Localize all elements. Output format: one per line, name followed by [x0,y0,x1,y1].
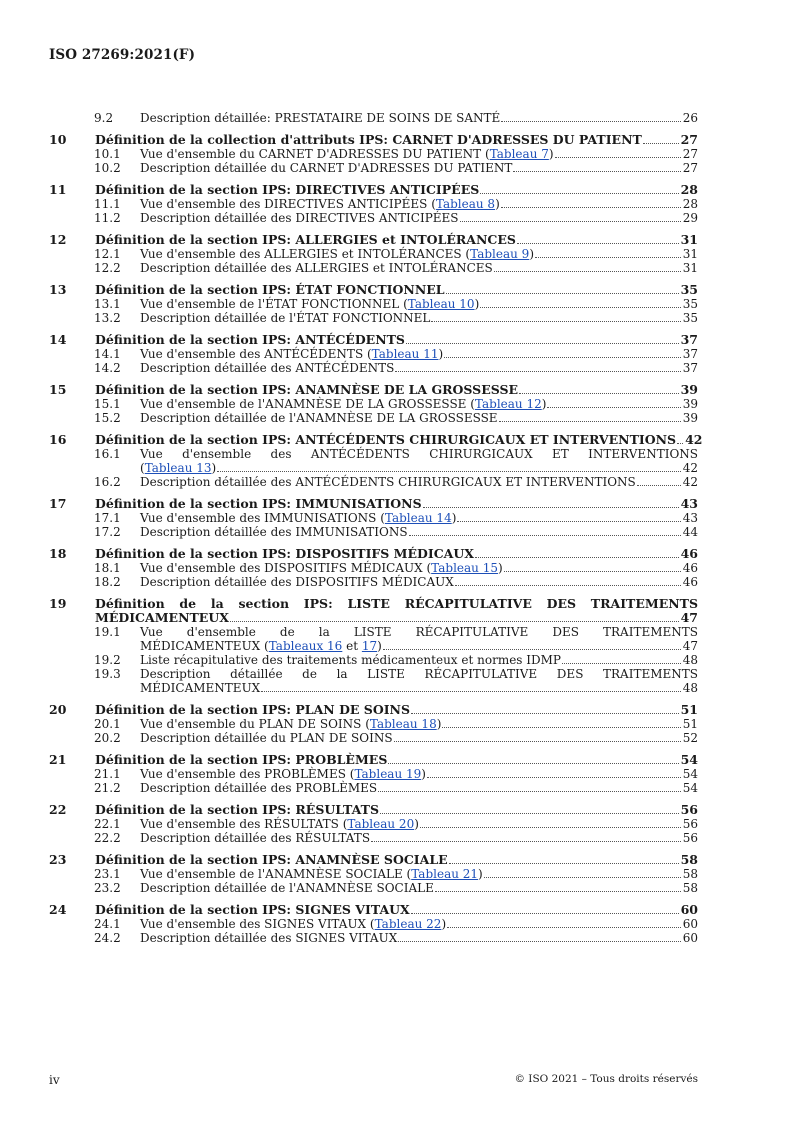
entry-page: 35 [682,311,698,325]
entry-page: 60 [682,931,698,945]
toc-entry-19-3[interactable] [49,667,698,695]
toc-section-24 [49,903,698,945]
dot-leader [677,443,683,444]
toc-entry-22-2[interactable] [49,831,698,845]
entry-page: 56 [682,831,698,845]
entry-page: 39 [682,411,698,425]
entry-title: Description détaillée du PLAN DE SOINS [140,731,393,745]
table-link[interactable]: Tableau 12 [474,397,542,411]
toc-section-10 [49,133,698,175]
dot-leader [378,791,681,792]
dot-leader [475,557,679,558]
entry-title: Vue d'ensemble de l'ANAMNÈSE DE LA GROSSESSE (Tableau 12) [140,397,547,411]
entry-title: Définition de la collection d'attributs IPS: CARNET D'ADRESSES DU PATIENT [95,132,642,147]
dot-leader [480,193,678,194]
dot-leader [517,243,679,244]
entry-title: Description détaillée des ALLERGIES et INTOLÉRANCES [140,261,493,275]
entry-title: Vue d'ensemble de l'ÉTAT FONCTIONNEL (Tableau 10) [140,297,480,311]
table-link[interactable]: Tableau 21 [411,867,479,881]
entry-number: 21.2 [94,781,121,795]
entry-number: 12 [49,232,67,247]
entry-body [95,597,698,625]
toc-entry-23[interactable] [49,853,698,867]
toc-entry-12-2[interactable] [49,261,698,275]
dot-leader [394,741,681,742]
entry-number: 24.1 [94,917,121,931]
toc-section-14 [49,333,698,375]
toc-entry-12[interactable] [49,233,698,247]
entry-number: 23.1 [94,867,121,881]
entry-number: 10.2 [94,161,121,175]
entry-number: 19.3 [94,667,121,681]
entry-title-last-line: MÉDICAMENTEUX (Tableaux 16 et 17) 47 [140,639,698,653]
entry-number: 19.1 [94,625,121,639]
dot-leader [480,307,680,308]
entry-page: 29 [682,211,698,225]
entry-page: 26 [682,111,698,125]
entry-number: 23 [49,852,67,867]
entry-title: Description détaillée des SIGNES VITAUX [140,931,398,945]
entry-page: 51 [680,702,698,717]
toc-entry-10[interactable] [49,133,698,147]
entry-number: 17 [49,496,67,511]
table-link[interactable]: Tableau 7 [489,147,549,161]
toc-entry-21-2[interactable] [49,781,698,795]
entry-number: 15.1 [94,397,121,411]
entry-number: 9.2 [94,111,114,125]
dot-leader [427,777,681,778]
table-link[interactable]: Tableau 13 [144,461,212,475]
entry-page: 37 [682,361,698,375]
toc-entry-11-2[interactable] [49,211,698,225]
entry-body [140,447,698,475]
entry-title-first-line: Définition de la section IPS: LISTE RÉCAPITULATIVE DES TRAITEMENTS [95,596,698,611]
entry-title: Liste récapitulative des traitements médicamenteux et normes IDMP [140,653,561,667]
entry-number: 16.1 [94,447,121,461]
dot-leader [501,207,681,208]
entry-title: Vue d'ensemble des RÉSULTATS (Tableau 20) [140,817,419,831]
entry-title: Description détaillée des RÉSULTATS [140,831,371,845]
table-of-contents [49,111,703,953]
entry-number: 10.1 [94,147,121,161]
entry-page: 37 [682,347,698,361]
dot-leader [449,863,679,864]
entry-number: 18.1 [94,561,121,575]
toc-section-21 [49,753,698,795]
dot-leader [409,535,681,536]
entry-title: Vue d'ensemble du CARNET D'ADRESSES DU PATIENT (Tableau 7) [140,147,554,161]
table-link[interactable]: Tableau 22 [374,917,442,931]
dot-leader [494,271,681,272]
dot-leader [457,521,680,522]
dot-leader [637,485,681,486]
dot-leader [388,763,678,764]
table-link[interactable]: Tableau 11 [371,347,439,361]
entry-title: Vue d'ensemble des DIRECTIVES ANTICIPÉES (Tableau 8) [140,197,500,211]
toc-entry-20-1[interactable] [49,717,698,731]
entry-page: 28 [680,182,698,197]
dot-leader [431,321,680,322]
toc-section-12 [49,233,698,275]
toc-entry-21[interactable] [49,753,698,767]
toc-entry-20[interactable] [49,703,698,717]
entry-title: Description détaillée des DIRECTIVES ANTICIPÉES [140,211,459,225]
toc-entry-9-2[interactable] [49,111,698,125]
entry-page: 52 [682,731,698,745]
document-id: ISO 27269:2021(F) [49,47,196,63]
toc-entry-24-1[interactable] [49,917,698,931]
page-number-label: iv [49,1073,60,1087]
toc-entry-19-2[interactable] [49,653,698,667]
dot-leader [513,171,680,172]
dot-leader [535,257,681,258]
entry-title-first-line: Vue d'ensemble de la LISTE RÉCAPITULATIVE DES TRAITEMENTS [140,625,698,639]
table-link[interactable]: Tableau 18 [369,717,437,731]
entry-number: 17.1 [94,511,121,525]
toc-entry-17-2[interactable] [49,525,698,539]
entry-number: 13.2 [94,311,121,325]
toc-section-20 [49,703,698,745]
toc-entry-17-1[interactable] [49,511,698,525]
dot-leader [371,841,681,842]
toc-entry-10-1[interactable] [49,147,698,161]
entry-title: Description détaillée de l'ANAMNÈSE DE LA GROSSESSE [140,411,498,425]
entry-title: Définition de la section IPS: RÉSULTATS [95,802,379,817]
toc-entry-21-1[interactable] [49,767,698,781]
table-link-2[interactable]: 17 [361,639,378,653]
entry-title: Définition de la section IPS: ÉTAT FONCTIONNEL [95,282,445,297]
toc-entry-15-1[interactable] [49,397,698,411]
entry-number: 12.2 [94,261,121,275]
toc-entry-20-2[interactable] [49,731,698,745]
entry-page: 46 [682,561,698,575]
entry-page: 56 [680,802,698,817]
entry-page: 47 [682,639,698,653]
entry-title: Définition de la section IPS: DISPOSITIFS MÉDICAUX [95,546,474,561]
entry-page: 60 [680,902,698,917]
entry-page: 58 [680,852,698,867]
toc-section-9 [49,111,698,125]
entry-title: Description détaillée des IMMUNISATIONS [140,525,408,539]
entry-title: Définition de la section IPS: ALLERGIES et INTOLÉRANCES [95,232,516,247]
entry-title: Description détaillée des DISPOSITIFS MÉDICAUX [140,575,454,589]
dot-leader [435,891,681,892]
toc-section-13 [49,283,698,325]
dot-leader [484,877,681,878]
entry-page: 58 [682,867,698,881]
toc-entry-12-1[interactable] [49,247,698,261]
table-link[interactable]: Tableau 15 [431,561,498,575]
entry-page: 27 [682,147,698,161]
table-link[interactable]: Tableau 19 [354,767,422,781]
dot-leader [547,407,680,408]
entry-title: Description détaillée: PRESTATAIRE DE SOINS DE SANTÉ [140,111,501,125]
entry-number: 11.2 [94,211,121,225]
entry-page: 46 [682,575,698,589]
entry-title-first-line: Vue d'ensemble des ANTÉCÉDENTS CHIRURGICAUX ET INTERVENTIONS [140,447,698,461]
entry-title-last-line: MÉDICAMENTEUX 47 [95,610,698,625]
entry-number: 15 [49,382,67,397]
entry-number: 15.2 [94,411,121,425]
toc-entry-13-2[interactable] [49,311,698,325]
table-link[interactable]: Tableau 10 [407,297,475,311]
entry-title: Description détaillée de l'ÉTAT FONCTIONNEL [140,311,431,325]
copyright-notice: © ISO 2021 – Tous droits réservés [514,1073,698,1085]
entry-page: 51 [682,717,698,731]
entry-page: 27 [682,161,698,175]
entry-title: Description détaillée de l'ANAMNÈSE SOCIALE [140,881,434,895]
entry-number: 11 [49,182,67,197]
dot-leader [406,343,679,344]
entry-number: 14 [49,332,67,347]
entry-title: Définition de la section IPS: SIGNES VITAUX [95,902,410,917]
entry-page: 42 [682,475,698,489]
toc-entry-24[interactable] [49,903,698,917]
entry-title: Définition de la section IPS: ANAMNÈSE SOCIALE [95,852,448,867]
entry-number: 13 [49,282,67,297]
dot-leader [501,121,680,122]
entry-title: Vue d'ensemble de l'ANAMNÈSE SOCIALE (Tableau 21) [140,867,483,881]
dot-leader [411,913,679,914]
dot-leader [444,357,681,358]
toc-entry-14[interactable] [49,333,698,347]
toc-entry-23-1[interactable] [49,867,698,881]
dot-leader [499,421,681,422]
toc-entry-16-2[interactable] [49,475,698,489]
entry-page: 31 [680,232,698,247]
entry-number: 20.2 [94,731,121,745]
entry-page: 43 [680,496,698,511]
entry-title: Vue d'ensemble du PLAN DE SOINS (Tableau 18) [140,717,442,731]
dot-leader [460,221,681,222]
entry-number: 11.1 [94,197,121,211]
toc-entry-19-1[interactable] [49,625,698,653]
toc-entry-13[interactable] [49,283,698,297]
entry-page: 37 [680,332,698,347]
entry-page: 48 [682,653,698,667]
toc-entry-18-2[interactable] [49,575,698,589]
entry-page: 42 [682,461,698,475]
entry-page: 47 [680,610,698,625]
dot-leader [643,143,679,144]
toc-entry-19[interactable] [49,597,698,625]
entry-page: 56 [682,817,698,831]
entry-title: Définition de la section IPS: ANTÉCÉDENTS [95,332,405,347]
dot-leader [380,813,679,814]
toc-entry-16[interactable] [49,432,703,447]
dot-leader [562,663,681,664]
entry-title: Vue d'ensemble des IMMUNISATIONS (Tableau 14) [140,511,457,525]
entry-page: 39 [680,382,698,397]
dot-leader [411,713,679,714]
entry-title: Vue d'ensemble des DISPOSITIFS MÉDICAUX (Tableau 15) [140,561,503,575]
entry-title-last-line: (Tableau 13) 42 [140,461,698,475]
dot-leader [395,371,680,372]
entry-page: 54 [682,767,698,781]
toc-entry-16-1[interactable] [49,447,698,475]
entry-page: 27 [680,132,698,147]
entry-title: Vue d'ensemble des PROBLÈMES (Tableau 19) [140,767,426,781]
entry-title: Vue d'ensemble des ALLERGIES et INTOLÉRANCES (Tableau 9) [140,247,534,261]
entry-number: 19.2 [94,653,121,667]
entry-title: Description détaillée des ANTÉCÉDENTS CHIRURGICAUX ET INTERVENTIONS [140,475,636,489]
entry-body [140,667,698,695]
toc-section-17 [49,497,698,539]
entry-number: 23.2 [94,881,121,895]
toc-section-11 [49,183,698,225]
entry-number: 21 [49,752,67,767]
entry-page: 54 [682,781,698,795]
entry-title: Description détaillée des ANTÉCÉDENTS [140,361,395,375]
toc-entry-17[interactable] [49,497,698,511]
entry-page: 43 [682,511,698,525]
entry-number: 20 [49,702,67,717]
entry-number: 17.2 [94,525,121,539]
toc-section-18 [49,547,698,589]
toc-section-19 [49,597,698,695]
entry-page: 58 [682,881,698,895]
toc-entry-13-1[interactable] [49,297,698,311]
dot-leader [423,507,679,508]
entry-title: Définition de la section IPS: ANTÉCÉDENTS CHIRURGICAUX ET INTERVENTIONS [95,432,677,447]
entry-number: 24.2 [94,931,121,945]
entry-page: 31 [682,247,698,261]
toc-section-23 [49,853,698,895]
toc-entry-24-2[interactable] [49,931,698,945]
toc-entry-10-2[interactable] [49,161,698,175]
toc-entry-14-1[interactable] [49,347,698,361]
toc-entry-18[interactable] [49,547,698,561]
toc-section-16 [49,432,703,489]
dot-leader [519,393,679,394]
entry-number: 24 [49,902,67,917]
toc-entry-18-1[interactable] [49,561,698,575]
toc-entry-22-1[interactable] [49,817,698,831]
entry-title-first-line: Description détaillée de la LISTE RÉCAPITULATIVE DES TRAITEMENTS [140,667,698,681]
dot-leader [555,157,681,158]
dot-leader [504,571,681,572]
entry-title: Définition de la section IPS: PROBLÈMES [95,752,388,767]
dot-leader [230,621,679,622]
entry-number: 21.1 [94,767,121,781]
entry-number: 22.2 [94,831,121,845]
toc-entry-23-2[interactable] [49,881,698,895]
entry-number: 18 [49,546,67,561]
table-link[interactable]: Tableaux 16 [268,639,343,653]
entry-title: Vue d'ensemble des ANTÉCÉDENTS (Tableau 11) [140,347,444,361]
entry-number: 18.2 [94,575,121,589]
entry-title-last-line: MÉDICAMENTEUX 48 [140,681,698,695]
entry-number: 14.1 [94,347,121,361]
table-link[interactable]: Tableau 20 [347,817,415,831]
entry-title: Définition de la section IPS: IMMUNISATIONS [95,496,422,511]
toc-entry-11-1[interactable] [49,197,698,211]
toc-section-15 [49,383,698,425]
table-link[interactable]: Tableau 14 [384,511,452,525]
entry-page: 54 [680,752,698,767]
entry-number: 14.2 [94,361,121,375]
entry-number: 20.1 [94,717,121,731]
toc-entry-11[interactable] [49,183,698,197]
entry-number: 22.1 [94,817,121,831]
entry-body [140,625,698,653]
dot-leader [383,649,681,650]
dot-leader [446,293,679,294]
entry-page: 46 [680,546,698,561]
entry-title: Vue d'ensemble des SIGNES VITAUX (Tableau 22) [140,917,447,931]
entry-page: 60 [682,917,698,931]
table-link[interactable]: Tableau 8 [435,197,496,211]
toc-entry-15-2[interactable] [49,411,698,425]
dot-leader [442,727,680,728]
dot-leader [447,927,681,928]
entry-number: 13.1 [94,297,121,311]
entry-number: 12.1 [94,247,121,261]
entry-page: 44 [682,525,698,539]
entry-number: 22 [49,802,67,817]
entry-title: Définition de la section IPS: DIRECTIVES ANTICIPÉES [95,182,480,197]
entry-number: 16.2 [94,475,121,489]
entry-page: 35 [682,297,698,311]
entry-number: 16 [49,432,67,447]
entry-page: 42 [685,432,703,447]
entry-page: 48 [682,681,698,695]
toc-entry-14-2[interactable] [49,361,698,375]
table-link[interactable]: Tableau 9 [470,247,530,261]
entry-title: Définition de la section IPS: PLAN DE SOINS [95,702,411,717]
entry-title: Description détaillée du CARNET D'ADRESSES DU PATIENT [140,161,513,175]
entry-title: Description détaillée des PROBLÈMES [140,781,378,795]
entry-page: 28 [682,197,698,211]
entry-number: 10 [49,132,67,147]
toc-section-22 [49,803,698,845]
toc-entry-22[interactable] [49,803,698,817]
dot-leader [420,827,681,828]
entry-page: 35 [680,282,698,297]
dot-leader [398,941,680,942]
entry-page: 31 [682,261,698,275]
entry-title: Définition de la section IPS: ANAMNÈSE DE LA GROSSESSE [95,382,519,397]
toc-entry-15[interactable] [49,383,698,397]
dot-leader [217,471,681,472]
entry-page: 39 [682,397,698,411]
entry-number: 19 [49,596,67,611]
dot-leader [455,585,681,586]
dot-leader [261,691,680,692]
